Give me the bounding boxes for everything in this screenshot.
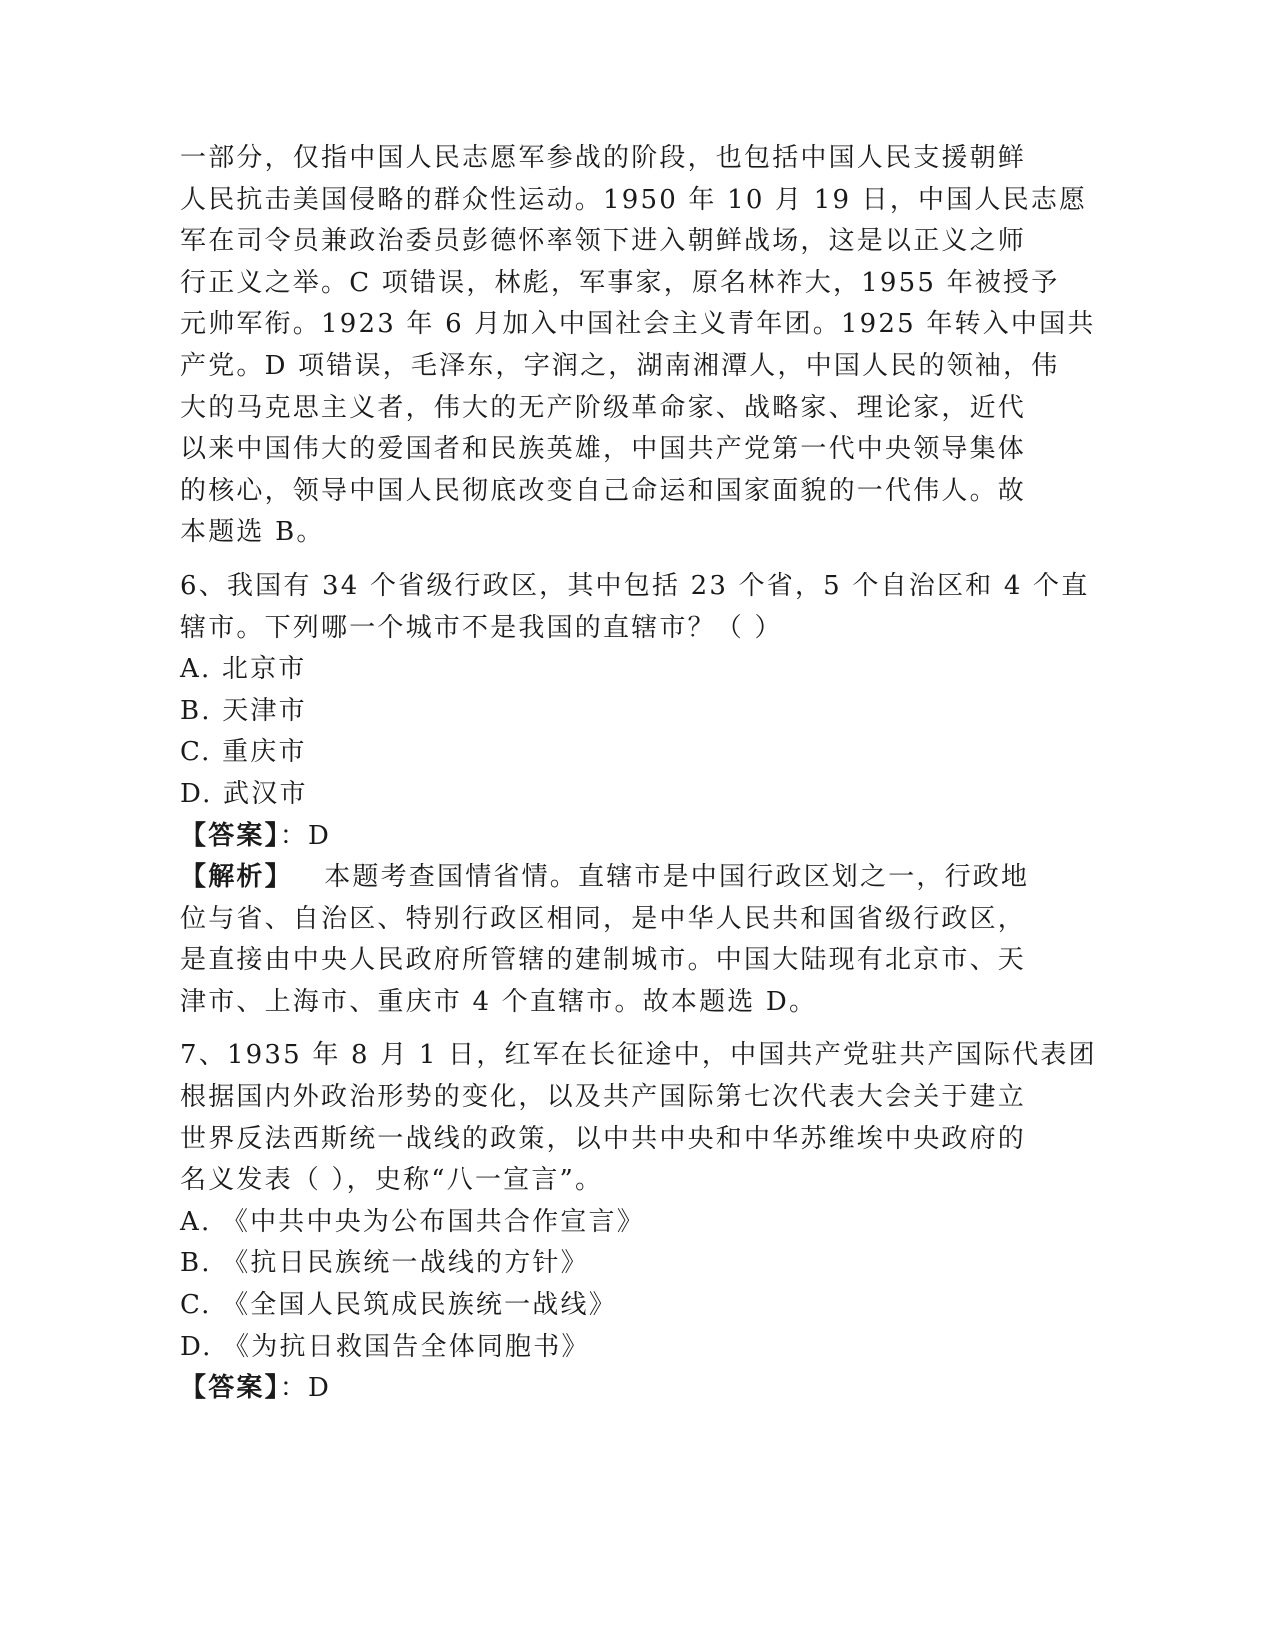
text-line: 产党。D 项错误，毛泽东，字润之，湖南湘潭人，中国人民的领袖，伟	[180, 350, 1060, 381]
question-stem: 名义发表（ ），史称“八一宣言”。	[180, 1165, 604, 1196]
text-line: 军在司令员兼政治委员彭德怀率领下进入朝鲜战场，这是以正义之师	[180, 226, 1027, 257]
option-a: A. 《中共中央为公布国共合作宣言》	[180, 1206, 645, 1237]
analysis-label: 【解析】	[180, 862, 293, 893]
option-b: B. 天津市	[180, 695, 307, 726]
question-stem: 辖市。下列哪一个城市不是我国的直辖市？（ ）	[180, 612, 783, 643]
option-c: C. 《全国人民筑成民族统一战线》	[180, 1290, 617, 1321]
analysis-text: 本题考查国情省情。直辖市是中国行政区划之一，行政地	[292, 862, 1030, 893]
analysis-text: 位与省、自治区、特别行政区相同，是中华人民共和国省级行政区，	[180, 903, 1027, 934]
answer-label: 【答案】	[180, 820, 280, 851]
question-7	[180, 1035, 1097, 1409]
text-line: 人民抗击美国侵略的群众性运动。1950 年 10 月 19 日，中国人民志愿	[180, 184, 1088, 215]
analysis-text: 是直接由中央人民政府所管辖的建制城市。中国大陆现有北京市、天	[180, 945, 1027, 976]
option-d: D. 《为抗日救国告全体同胞书》	[180, 1331, 590, 1362]
question-stem: 7、1935 年 8 月 1 日，红军在长征途中，中国共产党驻共产国际代表团	[180, 1040, 1097, 1071]
previous-explanation	[180, 138, 1096, 554]
text-line: 以来中国伟大的爱国者和民族英雄，中国共产党第一代中央领导集体	[180, 434, 1027, 465]
option-d: D. 武汉市	[180, 778, 308, 809]
analysis-text: 津市、上海市、重庆市 4 个直辖市。故本题选 D。	[180, 986, 818, 1017]
option-b: B. 《抗日民族统一战线的方针》	[180, 1248, 589, 1279]
text-line: 一部分，仅指中国人民志愿军参战的阶段，也包括中国人民支援朝鲜	[180, 143, 1027, 173]
answer-line	[180, 816, 1060, 858]
text-line: 行正义之举。C 项错误，林彪，军事家，原名林祚大，1955 年被授予	[180, 267, 1060, 298]
question-stem: 根据国内外政治形势的变化，以及共产国际第七次代表大会关于建立	[180, 1082, 1027, 1113]
answer-value: ：D	[279, 820, 332, 851]
question-stem: 6、我国有 34 个省级行政区，其中包括 23 个省，5 个自治区和 4 个直	[180, 570, 1090, 601]
answer-label: 【答案】	[180, 1373, 280, 1404]
text-line: 大的马克思主义者，伟大的无产阶级革命家、战略家、理论家，近代	[180, 392, 1027, 423]
text-line: 的核心，领导中国人民彻底改变自己命运和国家面貌的一代伟人。故	[180, 475, 1027, 506]
option-c: C. 重庆市	[180, 737, 307, 768]
paragraph-gap	[180, 1023, 1060, 1035]
analysis-line	[180, 857, 1060, 899]
question-6	[180, 566, 1090, 1024]
text-line: 元帅军衔。1923 年 6 月加入中国社会主义青年团。1925 年转入中国共	[180, 309, 1096, 340]
answer-value: ：D	[279, 1373, 332, 1404]
answer-line	[180, 1368, 1060, 1410]
document-page	[180, 138, 1097, 1410]
text-line: 本题选 B。	[180, 517, 325, 548]
question-stem: 世界反法西斯统一战线的政策，以中共中央和中华苏维埃中央政府的	[180, 1123, 1027, 1154]
option-a: A. 北京市	[180, 654, 307, 685]
paragraph-gap	[180, 554, 1060, 566]
